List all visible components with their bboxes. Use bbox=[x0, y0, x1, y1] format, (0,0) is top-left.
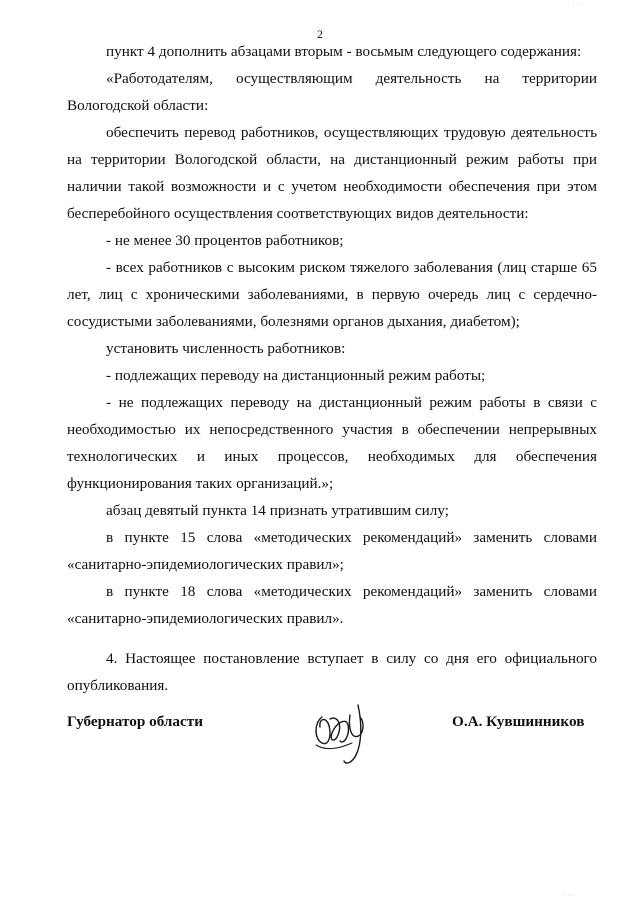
scan-mark-bottom: · ·· bbox=[562, 890, 574, 900]
paragraph-3: обеспечить перевод работников, осуществляющих трудовую деятельность на территории Вологодской области, на дистанционный режим работы при наличии такой возможности и с учетом необходимости обеспечения при этом бесперебойного осуществления соответствующих видов деятельности: bbox=[67, 124, 597, 222]
signatory-name: О.А. Кувшинников bbox=[452, 713, 585, 730]
scan-mark-top: · · bbox=[572, 0, 581, 10]
paragraph-11: в пункте 18 слова «методических рекомендаций» заменить словами «санитарно-эпидемиологических правил». bbox=[67, 583, 597, 627]
document-body bbox=[67, 38, 597, 699]
paragraph-12: 4. Настоящее постановление вступает в силу со дня его официального опубликования. bbox=[67, 650, 597, 694]
paragraph-9: абзац девятый пункта 14 признать утратившим силу; bbox=[106, 502, 449, 519]
signatory-title: Губернатор области bbox=[67, 713, 203, 730]
paragraph-10: в пункте 15 слова «методических рекомендаций» заменить словами «санитарно-эпидемиологических правил»; bbox=[67, 529, 597, 573]
paragraph-4: - не менее 30 процентов работников; bbox=[106, 232, 344, 249]
paragraph-1: пункт 4 дополнить абзацами вторым - восьмым следующего содержания: bbox=[106, 43, 582, 60]
paragraph-7: - подлежащих переводу на дистанционный режим работы; bbox=[106, 367, 486, 384]
paragraph-8: - не подлежащих переводу на дистанционный режим работы в связи с необходимостью их непосредственного участия в обеспечении непрерывных технологических и иных процессов, необходимых для обеспечения функционирования таких организаций.»; bbox=[67, 394, 597, 492]
paragraph-6: установить численность работников: bbox=[106, 340, 346, 357]
paragraph-5: - всех работников с высоким риском тяжелого заболевания (лиц старше 65 лет, лиц с хроническими заболеваниями, в первую очередь лиц с сердечно-сосудистыми заболеваниями, болезнями органов дыхания, диабетом); bbox=[67, 259, 597, 330]
paragraph-2: «Работодателям, осуществляющим деятельность на территории Вологодской области: bbox=[67, 70, 597, 114]
handwritten-signature bbox=[308, 695, 380, 770]
page-number: 2 bbox=[317, 27, 323, 41]
